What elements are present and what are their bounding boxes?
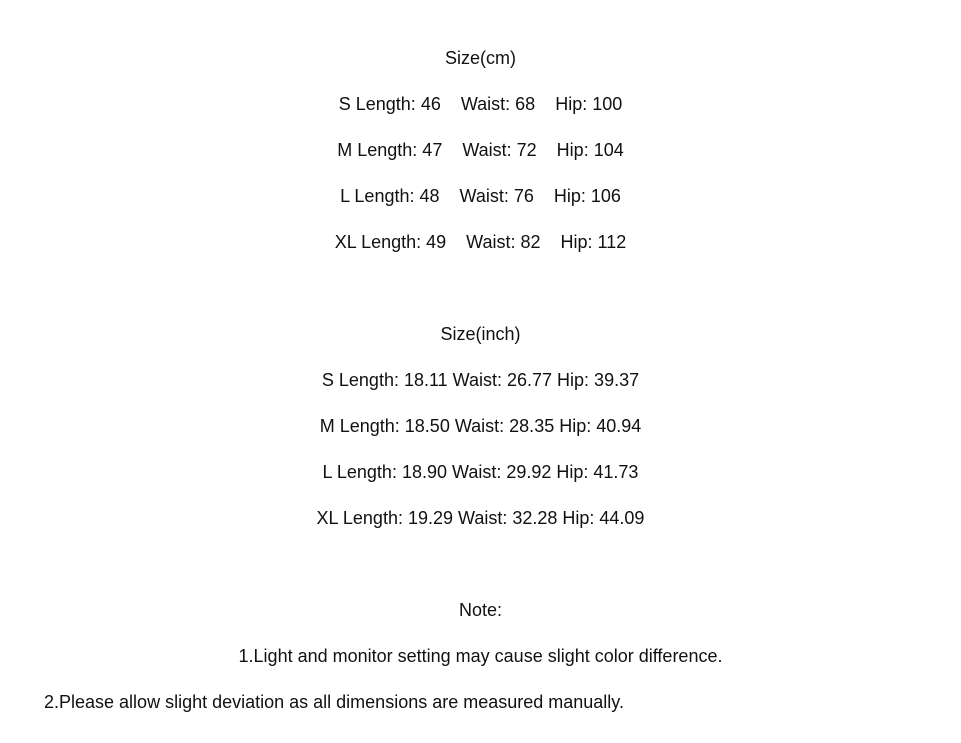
size-inch-row-m: M Length: 18.50 Waist: 28.35 Hip: 40.94 — [319, 416, 642, 436]
size-cm-row-l: L Length: 48 Waist: 76 Hip: 106 — [340, 186, 621, 206]
size-inch-heading: Size(inch) — [440, 324, 521, 344]
size-inch-row-xl: XL Length: 19.29 Waist: 32.28 Hip: 44.09 — [316, 508, 645, 528]
size-cm-row-s: S Length: 46 Waist: 68 Hip: 100 — [338, 94, 623, 114]
note-heading: Note: — [458, 600, 503, 620]
size-cm-row-xl: XL Length: 49 Waist: 82 Hip: 112 — [334, 232, 627, 252]
note-item-2: 2.Please allow slight deviation as all dimensions are measured manually. — [44, 692, 624, 712]
note-item-1: 1.Light and monitor setting may cause slight color difference. — [238, 646, 723, 666]
size-cm-heading: Size(cm) — [445, 48, 516, 68]
size-inch-row-l: L Length: 18.90 Waist: 29.92 Hip: 41.73 — [322, 462, 639, 482]
size-inch-row-s: S Length: 18.11 Waist: 26.77 Hip: 39.37 — [321, 370, 640, 390]
size-cm-row-m: M Length: 47 Waist: 72 Hip: 104 — [337, 140, 624, 160]
